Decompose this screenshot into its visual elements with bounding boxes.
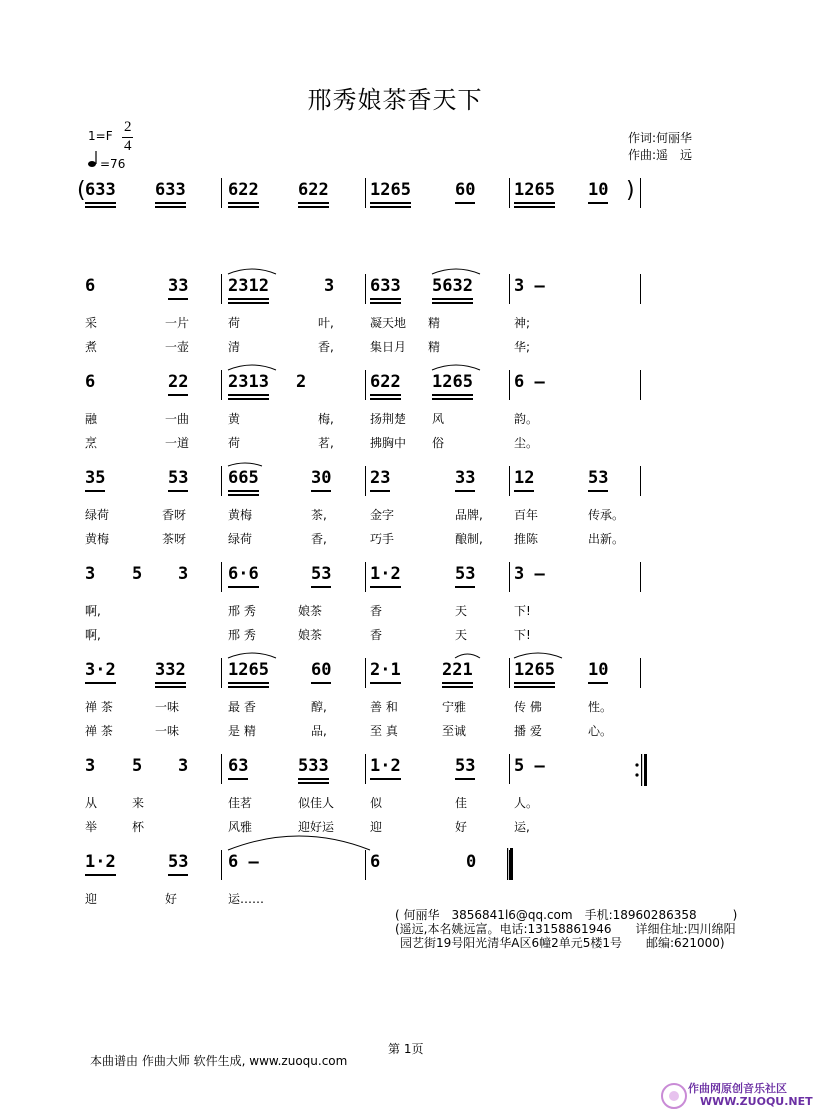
note-group: 53 xyxy=(455,756,476,776)
lyric-syllable: 心。 xyxy=(588,724,613,738)
lyric-syllable: 一片 xyxy=(165,316,190,330)
lyric-syllable: 最 香 xyxy=(228,700,256,714)
slur-arc xyxy=(455,654,480,658)
note-group: 332 xyxy=(155,660,186,680)
lyric-syllable: 杯 xyxy=(132,820,145,834)
lyric-syllable: 一道 xyxy=(165,436,190,450)
lyric-syllable: 一壶 xyxy=(165,340,190,354)
lyric-syllable: 精 xyxy=(428,340,441,354)
lyric-syllable: 下! xyxy=(514,604,531,618)
note-group: 10 xyxy=(588,660,609,680)
note-group: 23 xyxy=(370,468,391,488)
note-group: 1265 xyxy=(514,180,555,200)
tempo-marking: =76 xyxy=(100,157,126,171)
note-group: 30 xyxy=(311,468,332,488)
lyric-syllable: 出新。 xyxy=(588,532,625,546)
lyric-syllable: 天 xyxy=(455,628,468,642)
lyric-syllable: 香呀 xyxy=(162,508,187,522)
note-group: 3 xyxy=(324,276,335,296)
lyric-syllable: 迎 xyxy=(370,820,383,834)
note-group: 6 – xyxy=(228,852,259,872)
lyric-syllable: 运…… xyxy=(228,892,265,906)
lyric-syllable: 茗, xyxy=(318,436,334,450)
lyric-syllable: 黄梅 xyxy=(85,532,110,546)
lyric-syllable: 绿荷 xyxy=(228,532,253,546)
lyric-syllable: 品, xyxy=(311,724,327,738)
note-group: 60 xyxy=(311,660,332,680)
lyric-syllable: 天 xyxy=(455,604,468,618)
lyric-syllable: 邢 秀 xyxy=(228,604,256,618)
note-group: 1·2 xyxy=(370,756,401,776)
lyric-syllable: 来 xyxy=(132,796,145,810)
note-group: 53 xyxy=(168,852,189,872)
lyric-syllable: 好 xyxy=(165,892,178,906)
lyric-syllable: 华; xyxy=(514,340,531,354)
lyric-syllable: 性。 xyxy=(588,700,613,714)
lyric-syllable: 茶, xyxy=(311,508,327,522)
slur-arc xyxy=(228,836,370,850)
lyric-syllable: 一味 xyxy=(155,724,180,738)
lyric-syllable: 从 xyxy=(85,796,98,810)
lyric-syllable: 宁雅 xyxy=(442,700,467,714)
lyric-syllable: 风雅 xyxy=(228,820,253,834)
lyric-syllable: 神; xyxy=(514,316,531,330)
note-group: 12 xyxy=(514,468,535,488)
lyric-syllable: 迎 xyxy=(85,892,98,906)
lyric-syllable: 煮 xyxy=(85,340,98,354)
watermark-url: WWW.ZUOQU.NET xyxy=(700,1095,813,1108)
lyric-syllable: 佳 xyxy=(455,796,468,810)
lyric-syllable: 推陈 xyxy=(514,532,539,546)
slur-arc xyxy=(432,365,480,370)
note-group: 2·1 xyxy=(370,660,401,680)
time-signature-top: 2 xyxy=(124,119,132,135)
lyric-syllable: 集日月 xyxy=(370,340,407,354)
note-group: 3 – xyxy=(514,276,545,296)
note-group: 221 xyxy=(442,660,473,680)
note-group: 3 xyxy=(178,564,189,584)
note-group: 3 xyxy=(85,564,96,584)
slur-arc xyxy=(514,653,562,658)
note-group: 5 xyxy=(132,564,143,584)
lyric-syllable: 黄梅 xyxy=(228,508,253,522)
lyric-syllable: 尘。 xyxy=(514,436,539,450)
lyric-syllable: 啊, xyxy=(85,628,101,642)
page-number: 第 1页 xyxy=(388,1042,424,1056)
lyric-syllable: 运, xyxy=(514,820,530,834)
contact-line-1: ( 何丽华 3856841l6@qq.com 手机:18960286358 ) xyxy=(395,908,738,922)
note-group: 33 xyxy=(455,468,476,488)
lyric-syllable: 采 xyxy=(85,316,98,330)
note-group: 3 xyxy=(178,756,189,776)
lyric-syllable: 播 爱 xyxy=(514,724,542,738)
lyric-syllable: 梅, xyxy=(318,412,334,426)
lyric-syllable: 醇, xyxy=(311,700,327,714)
lyric-syllable: 香 xyxy=(370,628,383,642)
note-group: 53 xyxy=(588,468,609,488)
note-group: 5 – xyxy=(514,756,545,776)
note-group: 6·6 xyxy=(228,564,259,584)
note-group: 3·2 xyxy=(85,660,116,680)
note-group: 6 xyxy=(85,276,96,296)
watermark-text: 作曲网原创音乐社区 xyxy=(688,1082,787,1095)
lyric-syllable: 烹 xyxy=(85,436,98,450)
note-group: 1265 xyxy=(514,660,555,680)
note-group: 633 xyxy=(155,180,186,200)
page-title: 邢秀娘茶香天下 xyxy=(307,86,483,114)
note-group: 60 xyxy=(455,180,476,200)
zuoqu-watermark-logo xyxy=(660,1078,813,1112)
note-group: 2 xyxy=(296,372,307,392)
lyric-syllable: 拂胸中 xyxy=(370,436,407,450)
note-group: 633 xyxy=(85,180,116,200)
lyric-syllable: 清 xyxy=(228,340,241,354)
lyric-syllable: 香 xyxy=(370,604,383,618)
lyric-syllable: 至 真 xyxy=(370,724,398,738)
note-group: 2312 xyxy=(228,276,269,296)
lyric-syllable: 巧手 xyxy=(370,532,395,546)
lyric-syllable: 举 xyxy=(85,820,98,834)
lyric-syllable: 好 xyxy=(455,820,468,834)
lyric-syllable: 荷 xyxy=(228,436,241,450)
time-signature-bottom: 4 xyxy=(124,138,132,154)
note-group: 53 xyxy=(168,468,189,488)
key-signature: 1=F xyxy=(88,129,113,143)
lyric-syllable: 人。 xyxy=(514,796,539,810)
lyric-syllable: 俗 xyxy=(432,436,445,450)
lyric-syllable: 黄 xyxy=(228,412,241,426)
note-group: 622 xyxy=(370,372,401,392)
lyric-syllable: 风 xyxy=(432,412,445,426)
lyric-syllable: 一曲 xyxy=(165,412,190,426)
lyric-syllable: 金字 xyxy=(370,508,395,522)
note-group: 2313 xyxy=(228,372,269,392)
slur-arc xyxy=(228,365,276,370)
slur-arc xyxy=(228,269,276,274)
note-group: 63 xyxy=(228,756,249,776)
note-group: 53 xyxy=(455,564,476,584)
lyric-syllable: 香, xyxy=(318,340,334,354)
lyric-syllable: 一味 xyxy=(155,700,180,714)
lyric-syllable: 似佳人 xyxy=(298,796,335,810)
note-group: 1·2 xyxy=(370,564,401,584)
lyric-syllable: 善 和 xyxy=(370,700,398,714)
lyric-syllable: 荷 xyxy=(228,316,241,330)
lyric-syllable: 凝天地 xyxy=(370,316,407,330)
lyric-syllable: 叶, xyxy=(318,316,334,330)
lyric-syllable: 啊, xyxy=(85,604,101,618)
lyric-syllable: 是 精 xyxy=(228,724,256,738)
note-group: 1·2 xyxy=(85,852,116,872)
note-group: 6 xyxy=(370,852,381,872)
note-group: 622 xyxy=(228,180,259,200)
lyric-syllable: 邢 秀 xyxy=(228,628,256,642)
note-group: 3 xyxy=(85,756,96,776)
lyric-syllable: 百年 xyxy=(514,508,539,522)
note-group: 53 xyxy=(311,564,332,584)
lyric-syllable: 扬荆楚 xyxy=(370,412,407,426)
lyric-syllable: 茶呀 xyxy=(162,532,187,546)
lyric-syllable: 禅 茶 xyxy=(85,700,113,714)
note-group: 3 – xyxy=(514,564,545,584)
lyric-syllable: 精 xyxy=(428,316,441,330)
lyric-syllable: 至诚 xyxy=(442,724,467,738)
lyric-syllable: 下! xyxy=(514,628,531,642)
lyric-syllable: 绿荷 xyxy=(85,508,110,522)
note-group: 622 xyxy=(298,180,329,200)
note-group: 1265 xyxy=(432,372,473,392)
note-group: 22 xyxy=(168,372,189,392)
slur-arc xyxy=(228,463,262,466)
repeat-close-bracket: ) xyxy=(626,178,635,203)
lyric-syllable: 传承。 xyxy=(588,508,625,522)
note-group: 10 xyxy=(588,180,609,200)
note-group: 6 xyxy=(85,372,96,392)
lyric-syllable: 融 xyxy=(85,412,98,426)
lyric-syllable: 传 佛 xyxy=(514,700,542,714)
note-group: 1265 xyxy=(228,660,269,680)
contact-line-2: (遥远,本名姚远富。电话:13158861946 详细住址:四川绵阳 xyxy=(395,922,736,936)
note-group: 33 xyxy=(168,276,189,296)
lyric-syllable: 香, xyxy=(311,532,327,546)
lyric-syllable: 娘茶 xyxy=(298,604,323,618)
lyric-syllable: 韵。 xyxy=(514,412,539,426)
note-group: 0 xyxy=(466,852,477,872)
contact-line-3: 园艺街19号阳光清华A区6幢2单元5楼1号 邮编:621000) xyxy=(400,936,725,950)
note-group: 5 xyxy=(132,756,143,776)
slur-arc xyxy=(432,269,480,274)
lyric-syllable: 似 xyxy=(370,796,383,810)
lyricist-credit: 作词:何丽华 xyxy=(628,131,693,145)
note-group: 5632 xyxy=(432,276,473,296)
lyric-syllable: 禅 茶 xyxy=(85,724,113,738)
note-group: 35 xyxy=(85,468,106,488)
note-group: 665 xyxy=(228,468,259,488)
lyric-syllable: 迎好运 xyxy=(298,820,335,834)
note-group: 633 xyxy=(370,276,401,296)
repeat-open-bracket: ( xyxy=(77,178,86,203)
slur-arc xyxy=(228,653,276,658)
lyric-syllable: 酿制, xyxy=(455,532,483,546)
lyric-syllable: 娘茶 xyxy=(298,628,323,642)
composer-credit: 作曲:遥 远 xyxy=(628,148,693,162)
lyric-syllable: 佳茗 xyxy=(228,796,253,810)
footer-credit: 本曲谱由 作曲大师 软件生成, www.zuoqu.com xyxy=(90,1054,348,1068)
lyric-syllable: 品牌, xyxy=(455,508,483,522)
note-group: 533 xyxy=(298,756,329,776)
note-group: 6 – xyxy=(514,372,545,392)
note-group: 1265 xyxy=(370,180,411,200)
